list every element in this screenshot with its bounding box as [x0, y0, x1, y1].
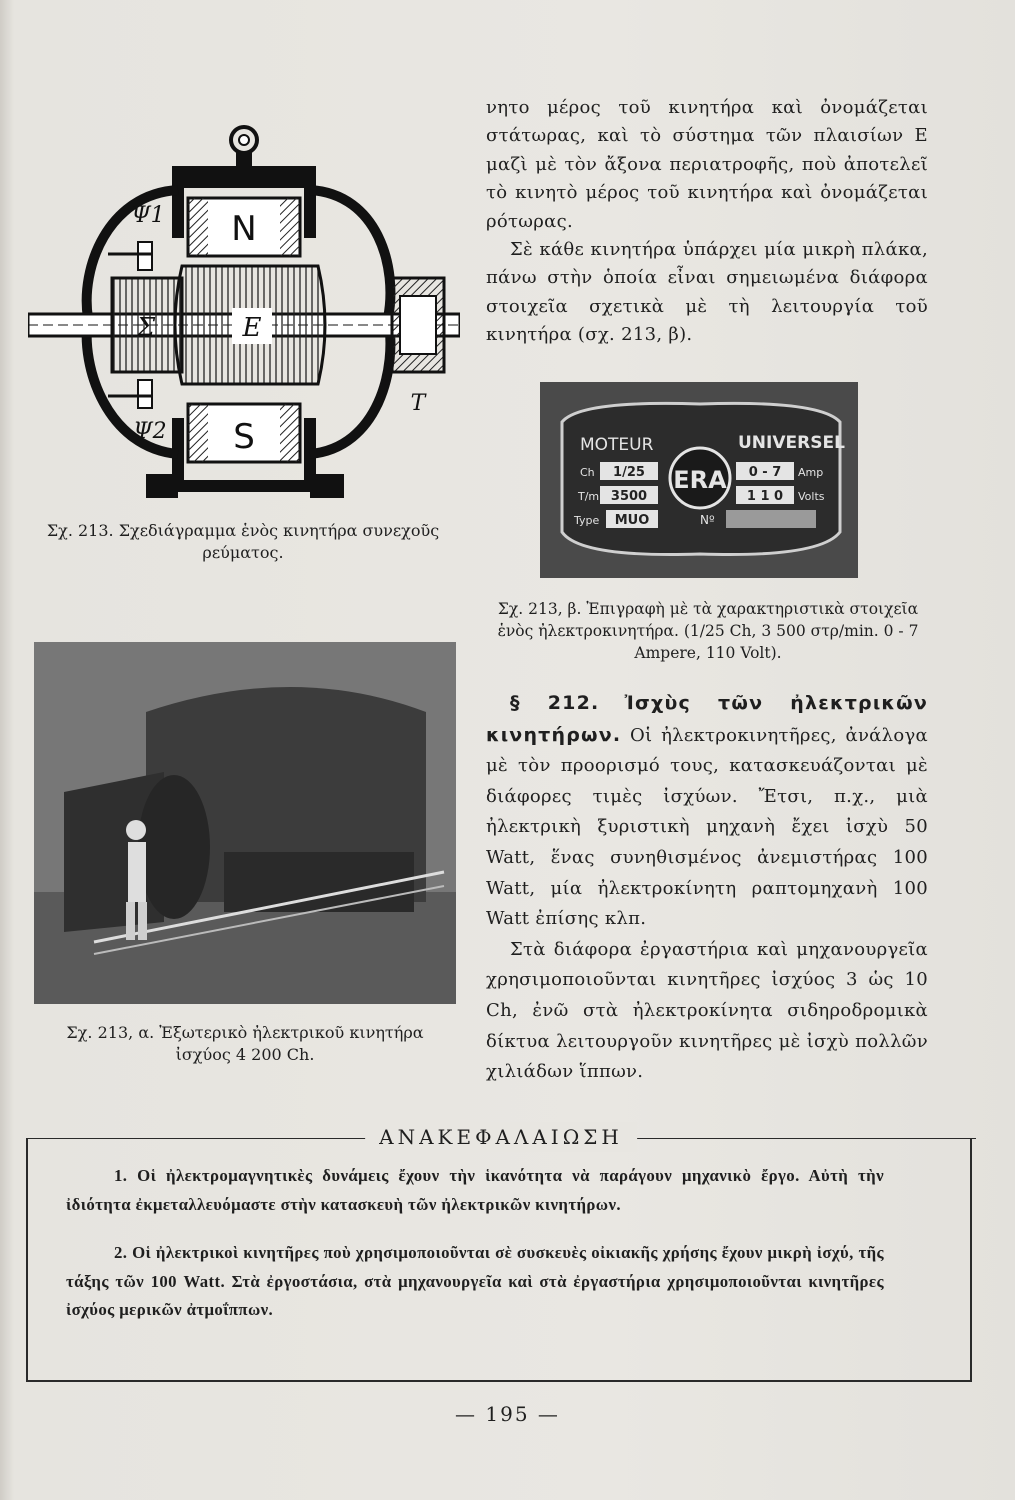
dc-motor-diagram [28, 118, 460, 510]
plate-type-value: MUO [614, 513, 650, 528]
figure-213-caption: Σχ. 213. Σχεδιάγραμμα ἑνὸς κινητήρα συνεχοῦς ρεύματος. [46, 521, 440, 562]
section-212-paragraph [486, 688, 928, 935]
pulley-t-label: T [410, 391, 426, 416]
motor-nameplate-photo [540, 382, 858, 578]
plate-brand-logo: ERA [673, 466, 727, 494]
summary-item-1: 1. Οἱ ἠλεκτρομαγνητικὲς δυνάμεις ἔχουν τὴν ἱκανότητα νὰ παράγουν μηχανικὸ ἔργο. Αὐτὴ τὴν ἰδιότητα ἐκμεταλλευόμαστε στὴν κατασκευὴ τῶν ἠλεκτρικῶν κινητήρων. [66, 1166, 884, 1214]
commutator-label: Σ [136, 313, 156, 343]
section-title: Ἰσχὺς τῶν ἠλεκτρικῶν κινητήρων. [486, 692, 928, 746]
summary-item-2: 2. Οἱ ἠλεκτρικοὶ κινητῆρες ποὺ χρησιμοποιοῦνται σὲ συσκευὲς οἰκιακῆς χρήσης ἔχουν μικρὴ ἰσχύ, τῆς τάξης τῶν 100 Watt. Στὰ ἐργοστάσια, στὰ μηχανουργεῖα καὶ στὰ ἐργαστήρια χρησιμοποιοῦνται κινητῆρες ἰσχύος μερικῶν ἀτμοΐππων. [66, 1243, 884, 1320]
right-column-text [486, 94, 928, 350]
plate-amp-value: 0 - 7 [748, 465, 782, 480]
page-number: — 195 — [455, 1402, 560, 1426]
plate-universel-text: UNIVERSEL [738, 433, 845, 453]
plate-ch-label: Ch [580, 466, 595, 479]
figure-213a-caption-line2: ἰσχύος 4 200 Ch. [175, 1045, 315, 1064]
plate-tm-label: T/m [578, 490, 600, 503]
section-number: § 212. [510, 692, 600, 714]
plate-ch-value: 1/25 [613, 465, 645, 480]
plate-number-label: Nº [700, 513, 715, 527]
summary-text [66, 1162, 884, 1345]
large-motor-photo [34, 642, 456, 1004]
plate-volt-label: Volts [798, 490, 825, 503]
summary-heading [26, 1122, 976, 1152]
pole-s-label: S [233, 417, 255, 457]
paragraph-2: Σὲ κάθε κινητήρα ὑπάρχει μία μικρὴ πλάκα, πάνω στὴν ὁποία εἶναι σημειωμένα διάφορα στοιχεῖα σχετικὰ μὲ τὴ λειτουργία τοῦ κινητήρα (σχ. 213, β). [486, 239, 928, 346]
section-body: Οἱ ἠλεκτροκινητῆρες, ἀνάλογα μὲ τὸν προορισμό τους, κατασκευάζονται μὲ διάφορες τιμὲς ἰσχύων. Ἔτσι, π.χ., μιὰ ἠλεκτρικὴ ξυριστικὴ μηχανὴ ἔχει ἰσχὺ 50 Watt, ἕνας συνηθισμένος ἀνεμιστήρας 100 Watt, μία ἠλεκτροκίνητη ραπτομηχανὴ 100 Watt ἐπίσης κλπ. [486, 724, 928, 930]
paragraph-1: νητο μέρος τοῦ κινητήρα καὶ ὀνομάζεται στάτωρας, καὶ τὸ σύστημα τῶν πλαισίων Ε μαζὶ μὲ τὸν ἄξονα περιατροφῆς, ποὺ ἀποτελεῖ τὸ κινητὸ μέρος τοῦ κινητήρα καὶ ὀνομάζεται ρότωρας. [486, 97, 928, 232]
plate-type-label: Type [574, 514, 600, 527]
plate-volt-value: 1 1 0 [746, 489, 784, 504]
summary-title: ΑΝΑΚΕΦΑΛΑΙΩΣΗ [365, 1122, 637, 1152]
armature-label: E [242, 313, 262, 343]
figure-213a-caption-line1: Σχ. 213, α. Ἐξωτερικὸ ἠλεκτρικοῦ κινητήρα [66, 1023, 424, 1042]
plate-moteur-text: MOTEUR [580, 435, 654, 455]
paragraph-3: Στὰ διάφορα ἐργαστήρια καὶ μηχανουργεῖα χρησιμοποιοῦνται κινητῆρες ἰσχύος 3 ὡς 10 Ch, ἐνῶ στὰ ἠλεκτροκίνητα σιδηροδρομικὰ δίκτυα λειτουργοῦν κινητῆρες μὲ ἰσχὺ πολλῶν χιλιάδων ἵππων. [486, 938, 928, 1083]
section-212 [486, 688, 928, 1088]
plate-tm-value: 3500 [610, 489, 648, 504]
brush-psi2-label: Ψ2 [133, 419, 167, 444]
figure-213a-caption [34, 1022, 456, 1066]
pole-n-label: N [231, 209, 257, 249]
plate-amp-label: Amp [798, 466, 824, 479]
brush-psi1-label: Ψ1 [131, 203, 165, 228]
figure-213b-caption: Σχ. 213, β. Ἐπιγραφὴ μὲ τὰ χαρακτηριστικὰ στοιχεῖα ἑνὸς ἠλεκτροκινητήρα. (1/25 Ch, 3 500 στρ/min. 0 - 7 Ampere, 110 Volt). [497, 600, 919, 662]
